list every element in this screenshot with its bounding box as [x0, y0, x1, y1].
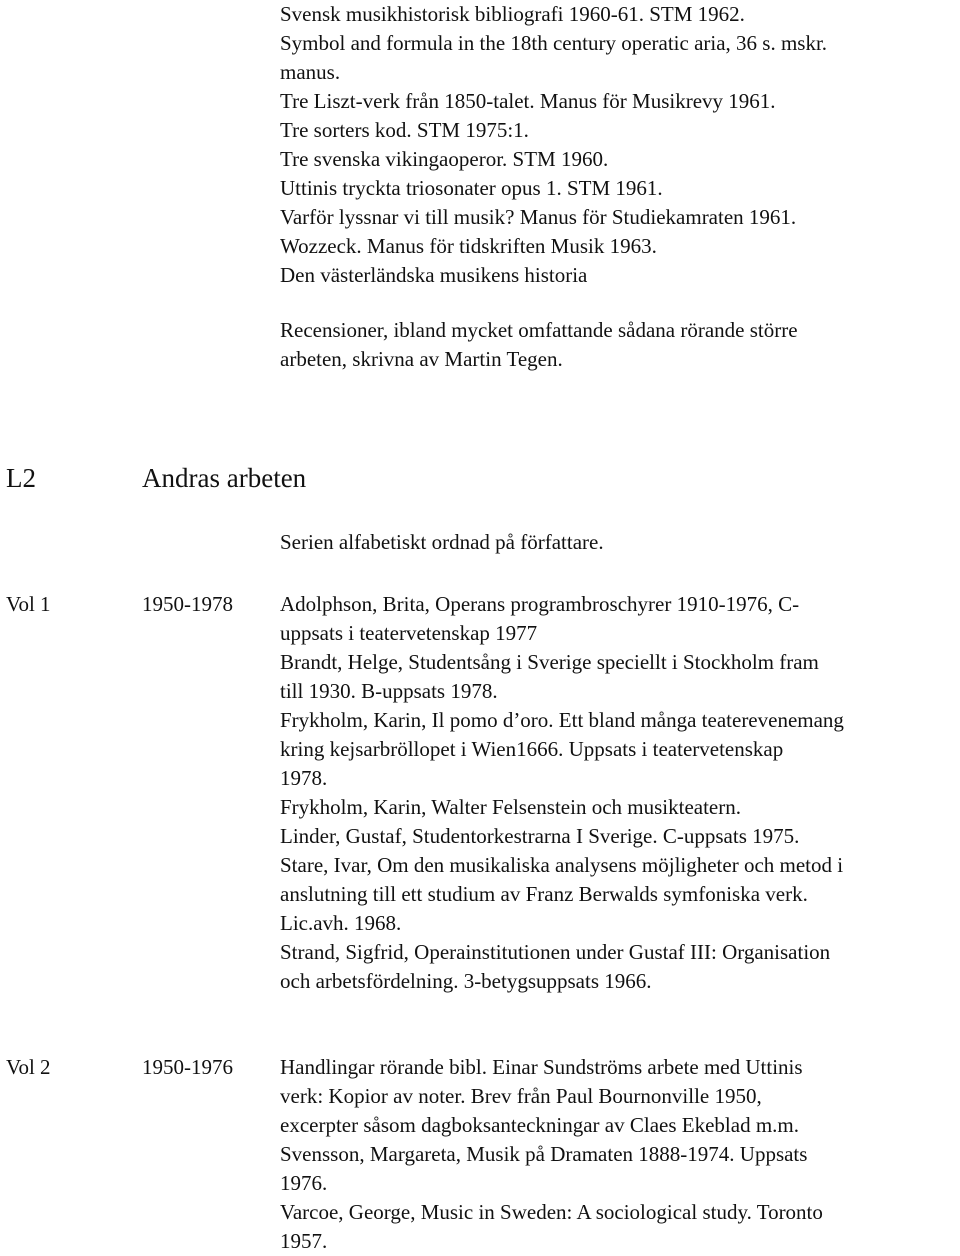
volume-line: 1978. [280, 766, 328, 790]
recension-note [280, 316, 952, 374]
intro-line: Tre Liszt-verk från 1850-talet. Manus för Musikrevy 1961. [280, 89, 776, 113]
volume-label: Vol 2 [6, 1055, 51, 1079]
volume-contents [280, 590, 952, 996]
volume-line: Handlingar rörande bibl. Einar Sundströms arbete med Uttinis [280, 1055, 803, 1079]
volume-line: anslutning till ett studium av Franz Berwalds symfoniska verk. [280, 882, 808, 906]
volume-line: Varcoe, George, Music in Sweden: A sociological study. Toronto [280, 1200, 823, 1224]
volume-line: Frykholm, Karin, Walter Felsenstein och musikteatern. [280, 795, 741, 819]
intro-line: Wozzeck. Manus för tidskriften Musik 1963. [280, 234, 657, 258]
section-note-text: Serien alfabetiskt ordnad på författare. [280, 530, 604, 554]
volume-label: Vol 1 [6, 592, 51, 616]
volume-line: Svensson, Margareta, Musik på Dramaten 1888-1974. Uppsats [280, 1142, 808, 1166]
intro-line: Den västerländska musikens historia [280, 263, 588, 287]
intro-line: Uttinis tryckta triosonater opus 1. STM 1961. [280, 176, 663, 200]
volume-line: 1957. [280, 1229, 328, 1253]
intro-bibliography-list [280, 0, 952, 290]
volume-line: och arbetsfördelning. 3-betygsuppsats 1966. [280, 969, 652, 993]
volume-years: 1950-1978 [142, 592, 233, 616]
volume-line: Stare, Ivar, Om den musikaliska analysens möjligheter och metod i [280, 853, 844, 877]
volume-line: Lic.avh. 1968. [280, 911, 402, 935]
volume-line: uppsats i teatervetenskap 1977 [280, 621, 538, 645]
recension-line: arbeten, skrivna av Martin Tegen. [280, 347, 563, 371]
volume-line: Adolphson, Brita, Operans programbroschyrer 1910-1976, C- [280, 592, 800, 616]
intro-line: Tre svenska vikingaoperor. STM 1960. [280, 147, 609, 171]
section-note [280, 528, 952, 557]
volume-line: Linder, Gustaf, Studentorkestrarna I Sverige. C-uppsats 1975. [280, 824, 800, 848]
volume-line: Frykholm, Karin, Il pomo d’oro. Ett bland många teaterevenemang [280, 708, 844, 732]
volume-line: kring kejsarbröllopet i Wien1666. Uppsats i teatervetenskap [280, 737, 784, 761]
section-title: Andras arbeten [142, 463, 307, 493]
volume-line: 1976. [280, 1171, 328, 1195]
intro-line: Varför lyssnar vi till musik? Manus för Studiekamraten 1961. [280, 205, 797, 229]
volume-years: 1950-1976 [142, 1055, 233, 1079]
intro-line: Svensk musikhistorisk bibliografi 1960-61. STM 1962. [280, 2, 745, 26]
volume-line: Brandt, Helge, Studentsång i Sverige speciellt i Stockholm fram [280, 650, 819, 674]
section-code: L2 [6, 463, 36, 493]
volume-contents [280, 1053, 952, 1256]
volume-line: till 1930. B-uppsats 1978. [280, 679, 498, 703]
recension-line: Recensioner, ibland mycket omfattande sådana rörande större [280, 318, 798, 342]
volume-line: excerpter såsom dagboksanteckningar av Claes Ekeblad m.m. [280, 1113, 799, 1137]
intro-line: Tre sorters kod. STM 1975:1. [280, 118, 529, 142]
volume-line: Strand, Sigfrid, Operainstitutionen under Gustaf III: Organisation [280, 940, 831, 964]
intro-line: manus. [280, 60, 341, 84]
volume-line: verk: Kopior av noter. Brev från Paul Bournonville 1950, [280, 1084, 762, 1108]
intro-line: Symbol and formula in the 18th century operatic aria, 36 s. mskr. [280, 31, 828, 55]
